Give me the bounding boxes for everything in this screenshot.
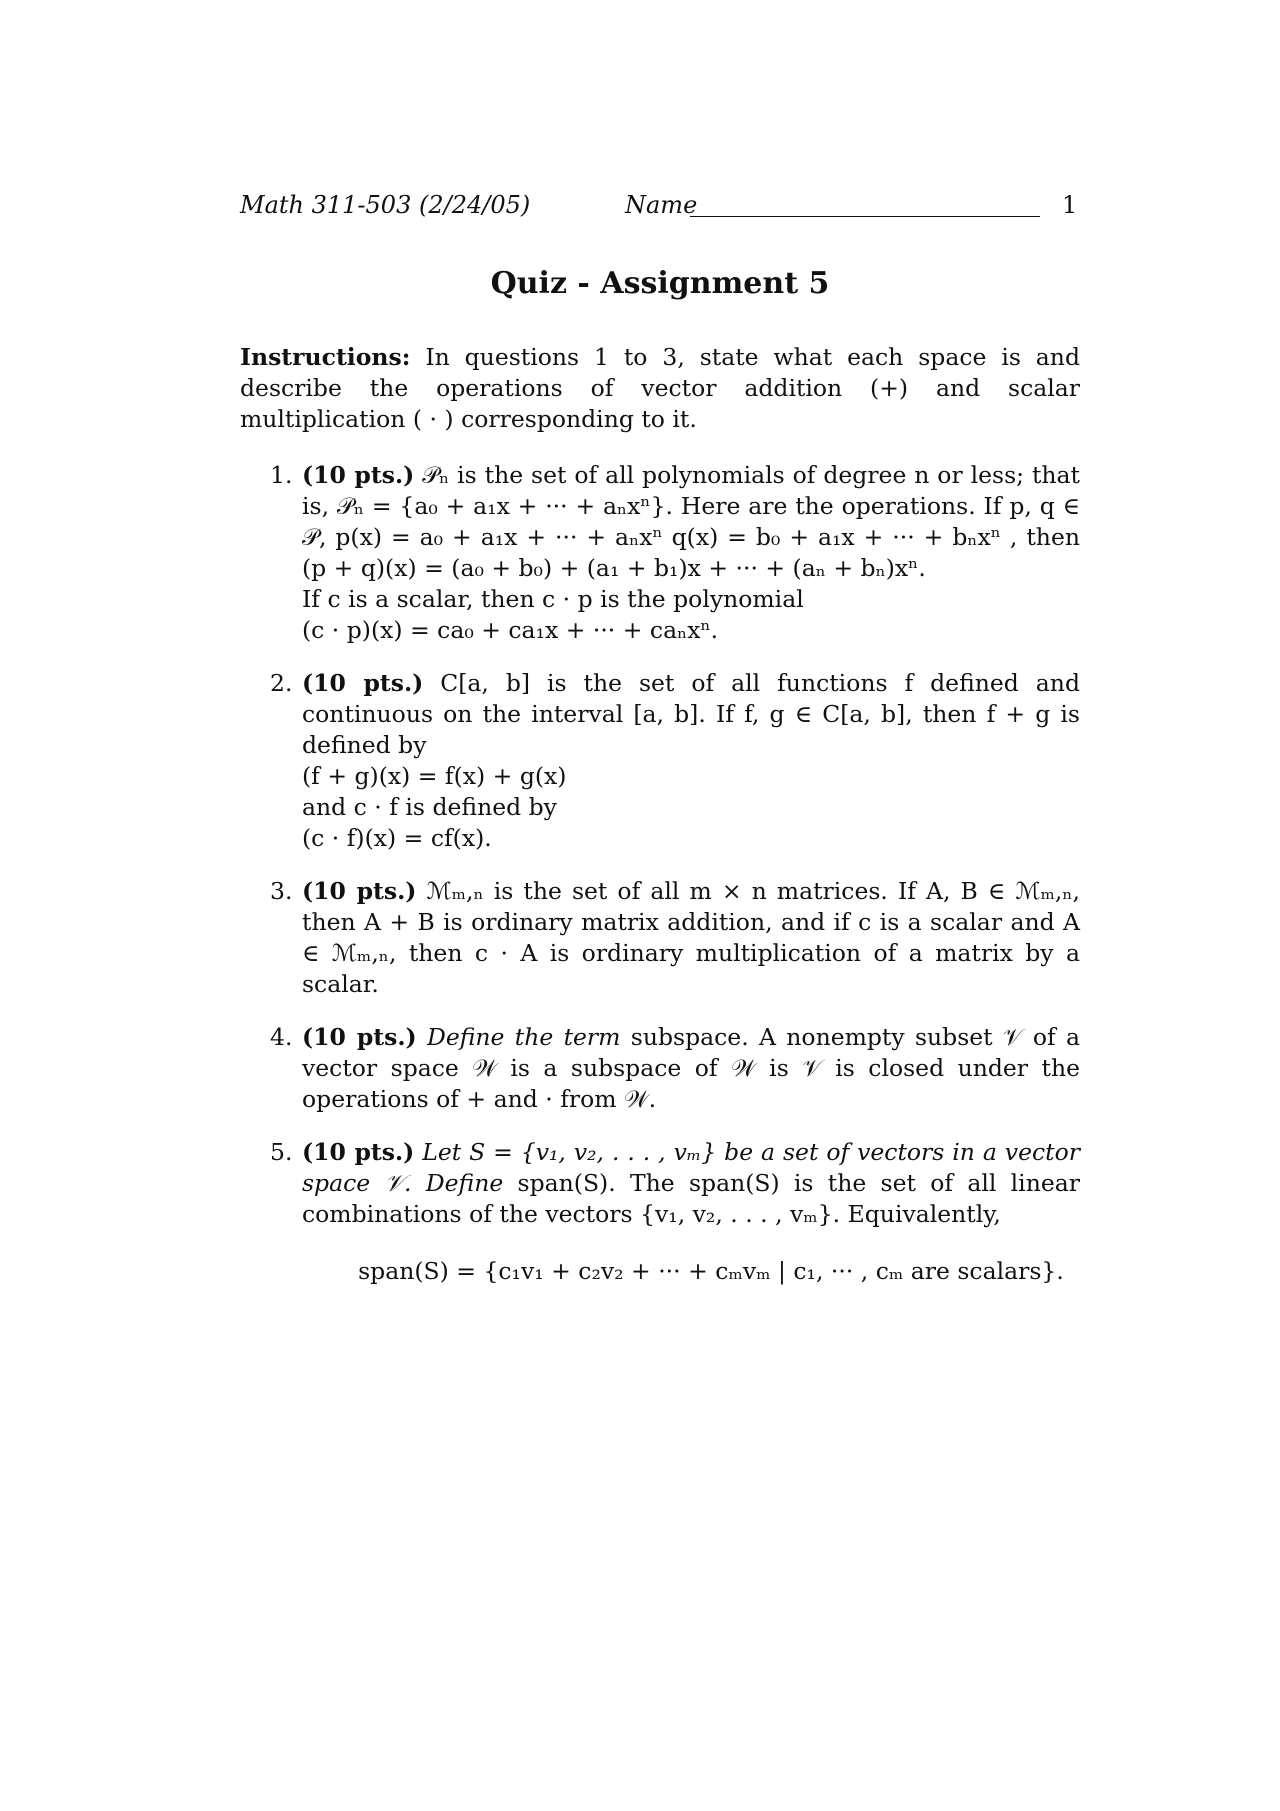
question-points: (10 pts.)	[302, 669, 424, 697]
question-text: ℳₘ,ₙ is the set of all m × n matrices. If A, B ∈ ℳₘ,ₙ, then A + B is ordinary matrix addition, and if c is a scalar and A ∈ ℳₘ,ₙ, then c · A is ordinary multiplication of a matrix by a scalar.	[302, 877, 1080, 998]
question-points: (10 pts.)	[302, 1138, 415, 1166]
question-number: 1.	[270, 461, 293, 489]
question-points: (10 pts.)	[302, 877, 417, 905]
display-equation: span(S) = {c₁v₁ + c₂v₂ + ··· + cₘvₘ | c₁, ··· , cₘ are scalars}.	[358, 1257, 1064, 1285]
question-number: 4.	[270, 1023, 293, 1051]
instructions	[240, 342, 1080, 435]
question-prompt: Define the term	[427, 1023, 621, 1051]
question-points: (10 pts.)	[302, 461, 415, 489]
question-text: If c is a scalar, then c · p is the polynomial	[302, 585, 804, 613]
question-list	[240, 460, 1080, 1309]
name-label: Name	[625, 191, 698, 219]
question-formula: (c · f)(x) = cf(x).	[302, 824, 492, 852]
question-formula: (c · p)(x) = ca₀ + ca₁x + ··· + caₙxⁿ.	[302, 616, 719, 644]
question-formula: (f + g)(x) = f(x) + g(x)	[302, 762, 567, 790]
question-points: (10 pts.)	[302, 1023, 417, 1051]
page-title: Quiz - Assignment 5	[490, 266, 830, 301]
question-number: 3.	[270, 877, 293, 905]
question-prompt: Let S = {v₁, v₂, . . . , vₘ} be a set of vectors in a vector space 𝒱. Define	[302, 1138, 1080, 1197]
question-text: C[a, b] is the set of all functions f defined and continuous on the interval [a, b]. If f, g ∈ C[a, b], then f + g is defined by	[302, 669, 1080, 759]
question-1	[240, 460, 1080, 646]
page-number: 1	[1062, 191, 1078, 219]
question-2	[240, 668, 1080, 854]
question-text: 𝒫ₙ is the set of all polynomials of degree n or less; that is, 𝒫ₙ = {a₀ + a₁x + ··· + aₙxⁿ}. Here are the operations. If p, q ∈ 𝒫, p(x) = a₀ + a₁x + ··· + aₙxⁿ q(x) = b₀ + a₁x + ··· + bₙxⁿ , then (p + q)(x) = (a₀ + b₀) + (a₁ + b₁)x + ··· + (aₙ + bₙ)xⁿ.	[302, 461, 1080, 582]
question-3	[240, 876, 1080, 1000]
instructions-label: Instructions:	[240, 343, 411, 371]
question-number: 5.	[270, 1138, 293, 1166]
question-text: The span(S) is the set of all linear combinations of the vectors {v₁, v₂, . . . , vₘ}. Equivalently,	[302, 1169, 1080, 1228]
instructions-text: In questions 1 to 3, state what each space is and describe the operations of vector addition (+) and scalar multiplication ( · ) corresponding to it.	[240, 343, 1080, 433]
question-5	[240, 1137, 1080, 1287]
question-text: and c · f is defined by	[302, 793, 557, 821]
question-number: 2.	[270, 669, 293, 697]
question-4	[240, 1022, 1080, 1115]
question-text: A nonempty subset 𝒱 of a vector space 𝒲 is a subspace of 𝒲 is 𝒱 is closed under the operations of + and · from 𝒲.	[302, 1023, 1080, 1113]
question-prompt-term: span(S).	[517, 1169, 616, 1197]
question-prompt-term: subspace.	[630, 1023, 749, 1051]
name-blank-line	[690, 216, 1040, 217]
course-label: Math 311-503 (2/24/05)	[240, 191, 531, 219]
